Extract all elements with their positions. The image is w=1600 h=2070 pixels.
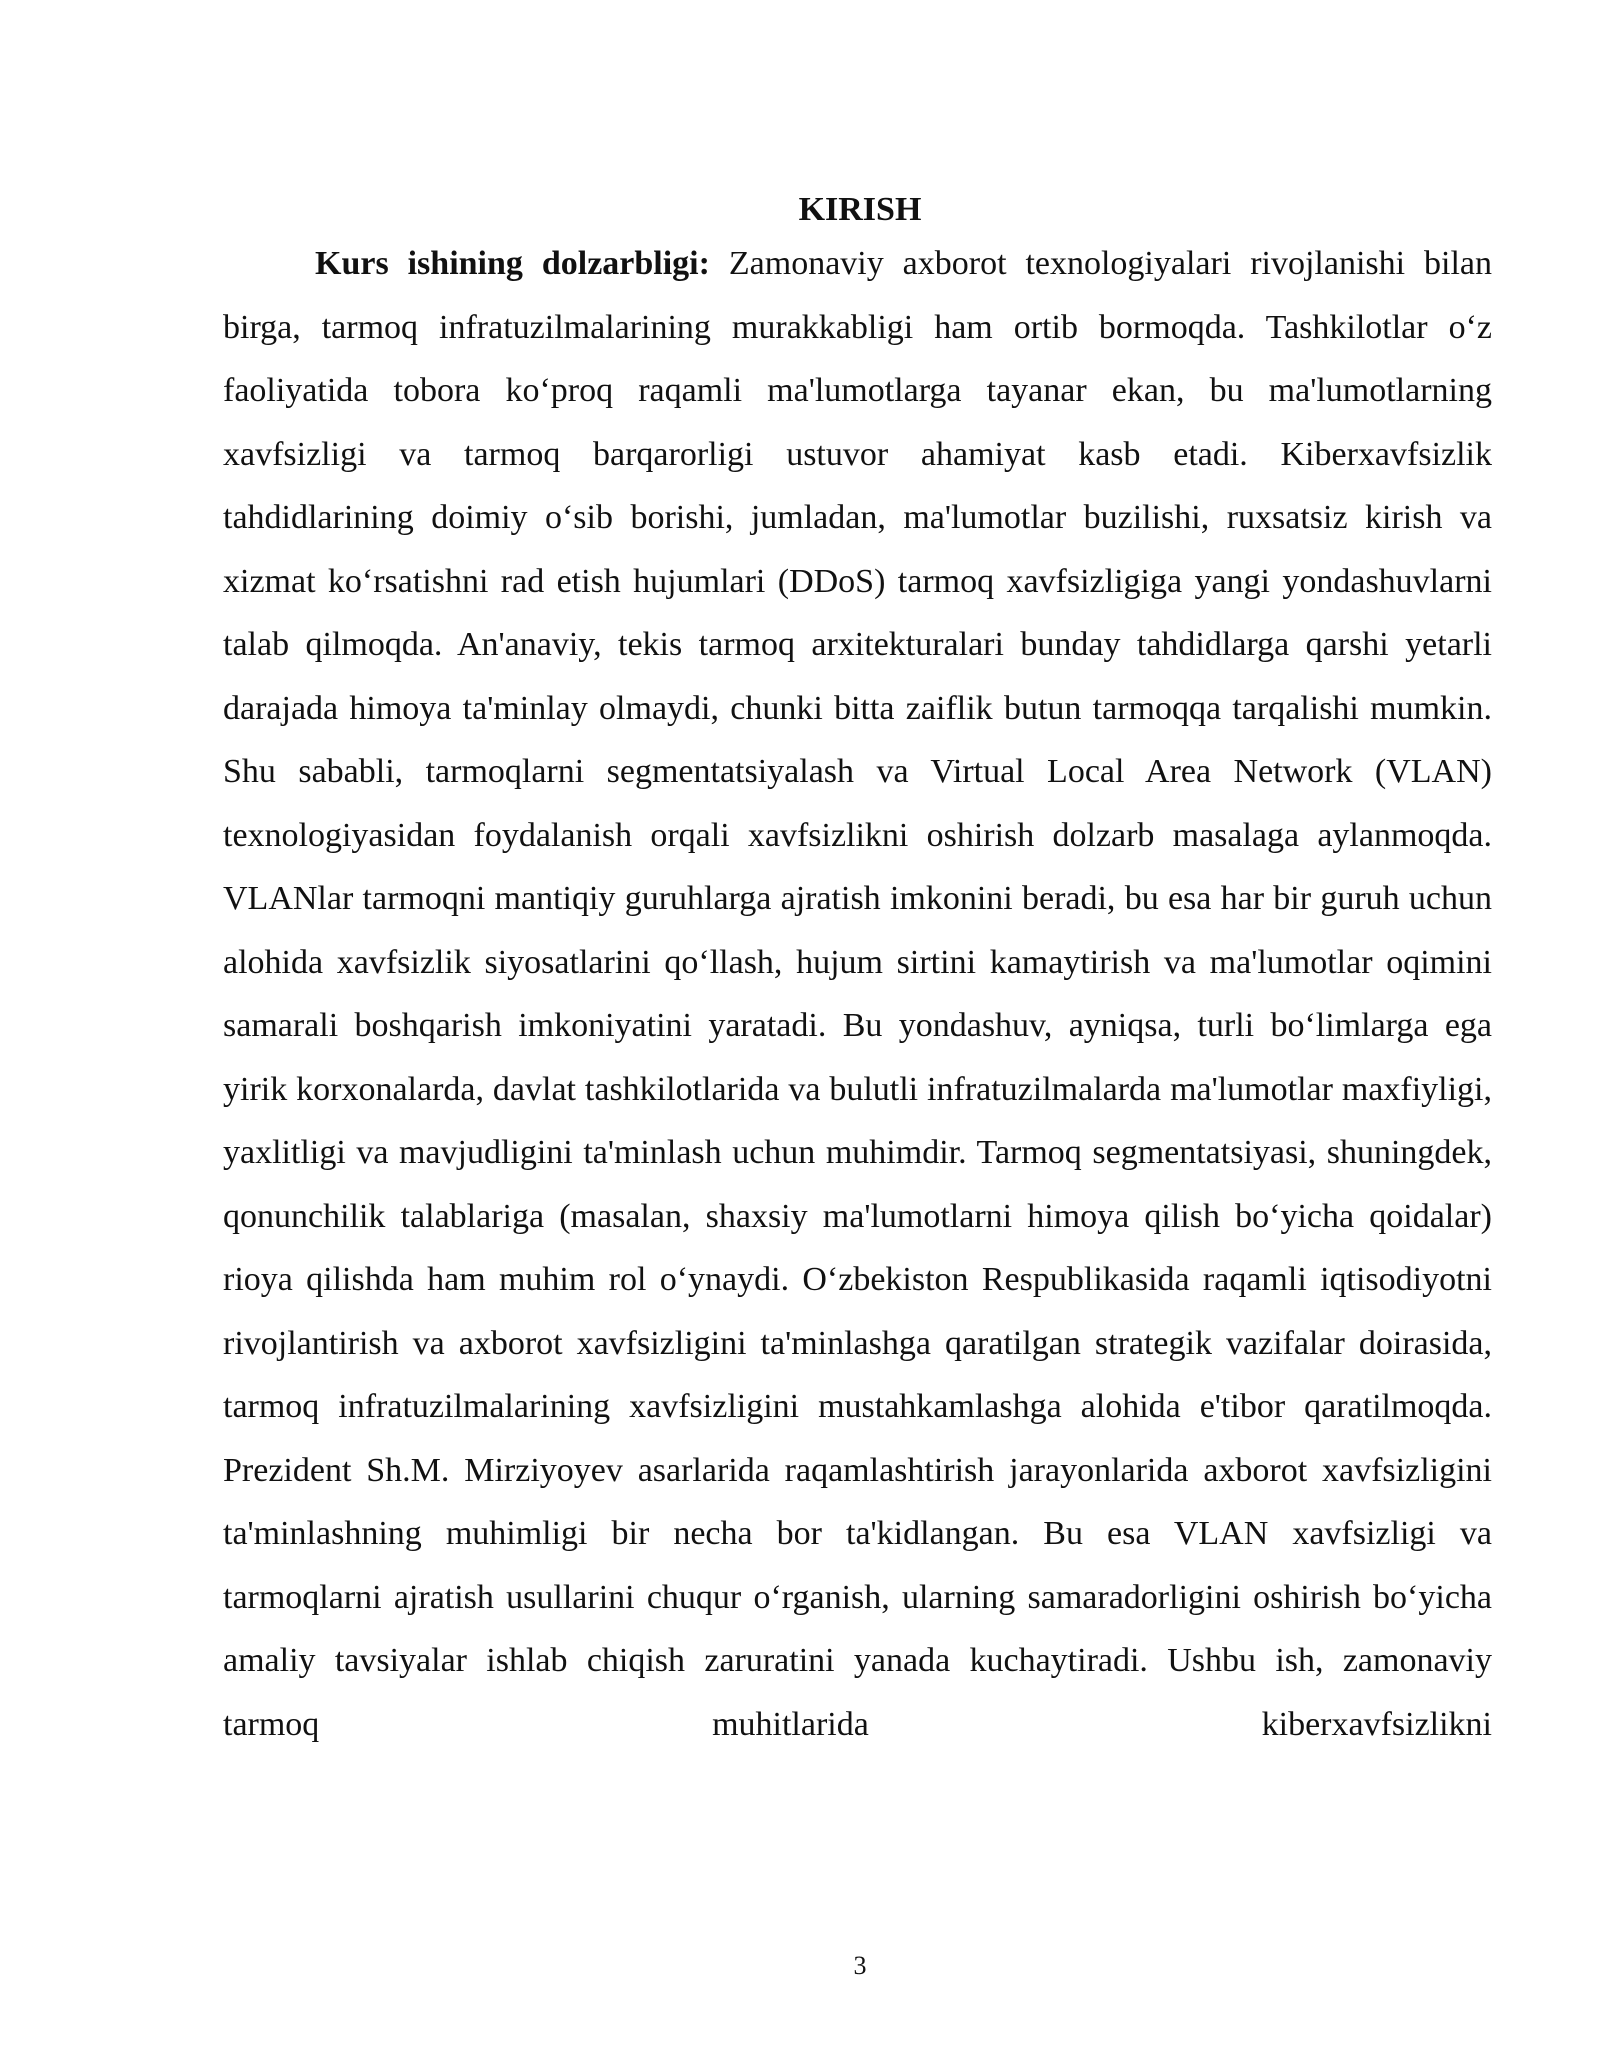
- paragraph-text: Zamonaviy axborot texnologiyalari rivojlanishi bilan birga, tarmoq infratuzilmalarining murakkabligi ham ortib bormoqda. Tashkilotlar o‘z faoliyatida tobora ko‘proq raqamli ma'lumotlarga tayanar ekan, bu ma'lumotlarning xavfsizligi va tarmoq barqarorligi ustuvor ahamiyat kasb etadi. Kiberxavfsizlik tahdidlarining doimiy o‘sib borishi, jumladan, ma'lumotlar buzilishi, ruxsatsiz kirish va xizmat ko‘rsatishni rad etish hujumlari (DDoS) tarmoq xavfsizligiga yangi yondashuvlarni talab qilmoqda. An'anaviy, tekis tarmoq arxitekturalari bunday tahdidlarga qarshi yetarli darajada himoya ta'minlay olmaydi, chunki bitta zaiflik butun tarmoqqa tarqalishi mumkin. Shu sababli, tarmoqlarni segmentatsiyalash va Virtual Local Area Network (VLAN) texnologiyasidan foydalanish orqali xavfsizlikni oshirish dolzarb masalaga aylanmoqda. VLANlar tarmoqni mantiqiy guruhlarga ajratish imkonini beradi, bu esa har bir guruh uchun alohida xavfsizlik siyosatlarini qo‘llash, hujum sirtini kamaytirish va ma'lumotlar oqimini samarali boshqarish imkoniyatini yaratadi. Bu yondashuv, ayniqsa, turli bo‘limlarga ega yirik korxonalarda, davlat tashkilotlarida va bulutli infratuzilmalarda ma'lumotlar maxfiyligi, yaxlitligi va mavjudligini ta'minlash uchun muhimdir. Tarmoq segmentatsiyasi, shuningdek, qonunchilik talablariga (masalan, shaxsiy ma'lumotlarni himoya qilish bo‘yicha qoidalar) rioya qilishda ham muhim rol o‘ynaydi. O‘zbekiston Respublikasida raqamli iqtisodiyotni rivojlantirish va axborot xavfsizligini ta'minlashga qaratilgan strategik vazifalar doirasida, tarmoq infratuzilmalarining xavfsizligini mustahkamlashga alohida e'tibor qaratilmoqda. Prezident Sh.M. Mirziyoyev asarlarida raqamlashtirish jarayonlarida axborot xavfsizligini ta'minlashning muhimligi bir necha bor ta'kidlangan. Bu esa VLAN xavfsizligi va tarmoqlarni ajratish usullarini chuqur o‘rganish, ularning samaradorligini oshirish bo‘yicha amaliy tavsiyalar ishlab chiqish zaruratini yanada kuchaytiradi. Ushbu ish, zamonaviy tarmoq muhitlarida kiberxavfsizlikni: [223, 245, 1492, 1743]
- page-number: 3: [853, 1951, 867, 1980]
- paragraph-lead: Kurs ishining dolzarbligi:: [315, 245, 710, 282]
- section-heading: KIRISH: [798, 191, 922, 228]
- body-paragraph: [223, 232, 1492, 1756]
